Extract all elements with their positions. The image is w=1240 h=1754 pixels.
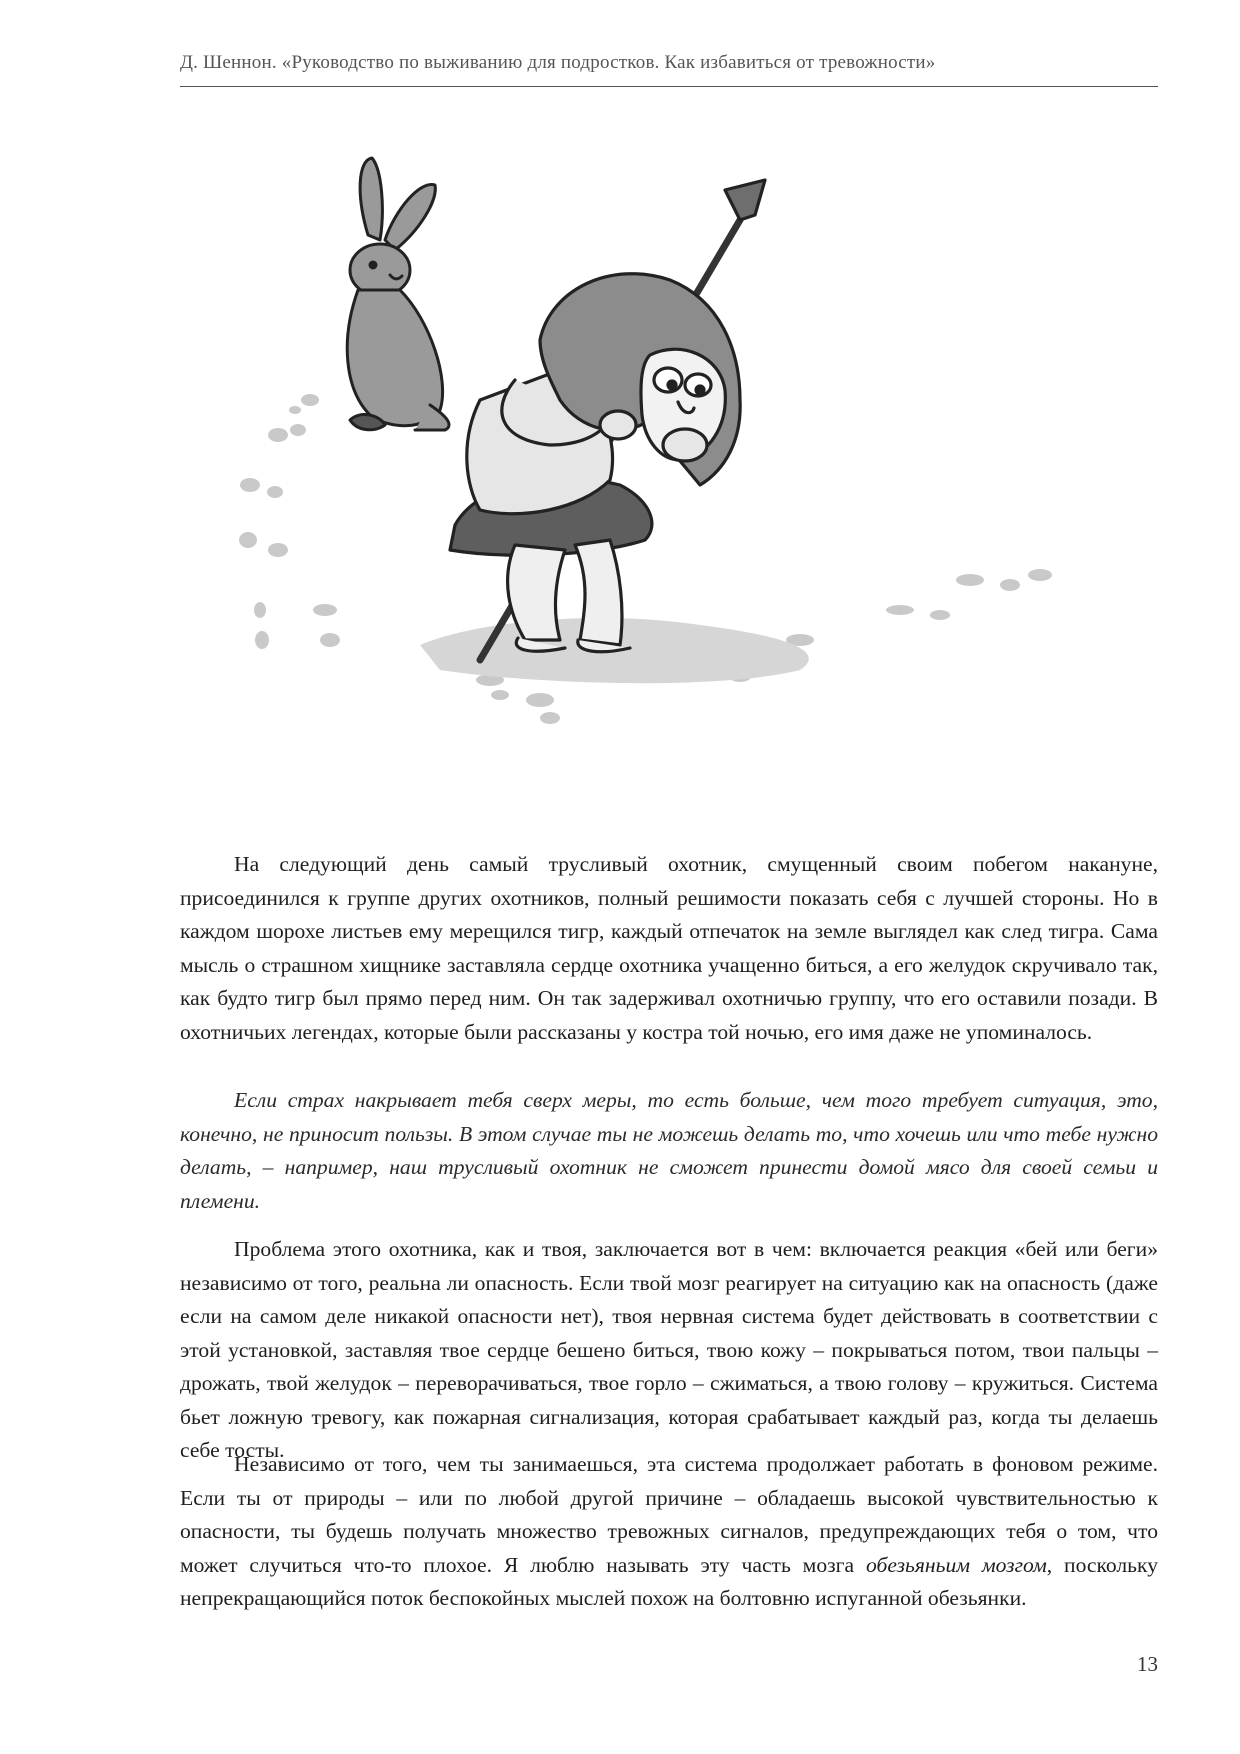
paragraph-3 <box>180 1233 1158 1468</box>
quote-block <box>180 1084 1158 1218</box>
paragraph-4 <box>180 1448 1158 1616</box>
quote-text: Если страх накрывает тебя сверх меры, то есть больше, чем того требует ситуация, это, конечно, не приносит пользы. В этом случае ты не можешь делать то, что хочешь или что тебе нужно делать, – например, наш трусливый охотник не сможет принести домой мясо для своей семьи и племени. <box>180 1088 1158 1213</box>
paragraph-4-text <box>180 1448 1158 1616</box>
hare-icon <box>347 158 449 430</box>
page-number: 13 <box>1137 1652 1158 1676</box>
paragraph-3-text: Проблема этого охотника, как и твоя, заключается вот в чем: включается реакция «бей или беги» независимо от того, реальна ли опасность. Если твой мозг реагирует на ситуацию как на опасность (даже если на самом деле никакой опасности нет), твоя нервная система будет действовать в соответствии с этой установкой, заставляя твое сердце бешено биться, твою кожу – покрываться потом, твои пальцы – дрожать, твой желудок – переворачиваться, твое горло – сжиматься, а твою голову – кружиться. Система бьет ложную тревогу, как пожарная сигнализация, которая срабатывает каждый раз, когда ты делаешь себе тосты. <box>180 1237 1158 1462</box>
illustration <box>180 140 1158 840</box>
paragraph-1-text: На следующий день самый трусливый охотник, смущенный своим побегом накануне, присоединился к группе других охотников, полный решимости показать себя с лучшей стороны. Но в каждом шорохе листьев ему мерещился тигр, каждый отпечаток на земле выглядел как след тигра. Сама мысль о страшном хищнике заставляла сердце охотника учащенно биться, а его желудок скручивало так, как будто тигр был прямо перед ним. Он так задерживал охотничью группу, что его оставили позади. В охотничьих легендах, которые были рассказаны у костра той ночью, его имя даже не упоминалось. <box>180 852 1158 1044</box>
paragraph-4-part-1: Независимо от того, чем ты занимаешься, эта система продолжает работать в фоновом режиме. Если ты от природы – или по любой другой причине – обладаешь высокой чувствительностью к опасности, ты будешь получать множество тревожных сигналов, предупреждающих тебя о том, что может случиться что-то плохое. Я люблю называть эту часть мозга <box>180 1452 1158 1577</box>
paragraph-1 <box>180 848 1158 1049</box>
caveman-with-spear-icon <box>450 180 765 660</box>
paragraph-4-emphasis: обезьяньим мозгом <box>865 1552 1047 1577</box>
running-head: Д. Шеннон. «Руководство по выживанию для подростков. Как избавиться от тревожности» <box>180 52 936 73</box>
paragraph-4-part-2: , поскольку непрекращающийся поток беспокойных мыслей похож на болтовню испуганной обезьянки. <box>180 1552 1159 1610</box>
header-rule <box>180 86 1158 87</box>
